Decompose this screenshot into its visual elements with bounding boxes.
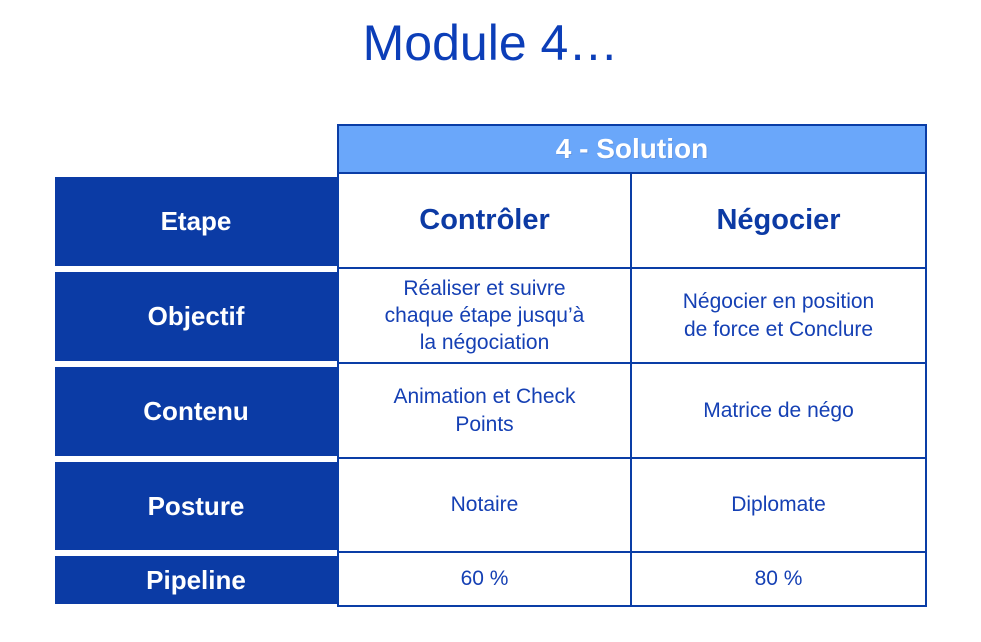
cell-etape-negocier <box>632 174 927 269</box>
row-label-pipeline <box>55 553 337 607</box>
cell-objectif-controler-text: Réaliser et suivre chaque étape jusqu’à la négociation <box>384 276 585 355</box>
cell-contenu-negocier-text: Matrice de négo <box>703 398 854 422</box>
cell-posture-negocier-text: Diplomate <box>731 493 826 517</box>
cell-pipeline-negocier-text: 80 % <box>754 567 803 591</box>
module-4-table <box>55 124 927 607</box>
cell-etape-negocier-text: Négocier <box>716 203 841 236</box>
slide-title: Module 4… <box>362 15 619 71</box>
cell-objectif-negocier-text: Négocier en position de force et Conclure <box>682 290 875 341</box>
table-header-solution: 4 - Solution <box>337 124 927 174</box>
cell-objectif-controler <box>337 269 632 364</box>
row-label-posture <box>55 459 337 553</box>
cell-posture-controler <box>337 459 632 553</box>
row-label-objectif-bar: Objectif <box>55 272 337 361</box>
cell-pipeline-controler-text: 60 % <box>460 567 509 591</box>
cell-etape-controler-text: Contrôler <box>419 203 550 236</box>
row-label-objectif <box>55 269 337 364</box>
row-label-etape <box>55 174 337 269</box>
cell-pipeline-controler <box>337 553 632 607</box>
cell-posture-negocier <box>632 459 927 553</box>
row-label-contenu <box>55 364 337 459</box>
row-label-pipeline-bar: Pipeline <box>55 556 337 604</box>
row-label-contenu-bar: Contenu <box>55 367 337 456</box>
row-label-posture-bar: Posture <box>55 462 337 550</box>
cell-posture-controler-text: Notaire <box>450 493 519 517</box>
row-label-etape-bar: Etape <box>55 177 337 266</box>
table-corner-spacer <box>55 124 337 174</box>
cell-contenu-controler-text: Animation et Check Points <box>393 385 576 436</box>
cell-pipeline-negocier <box>632 553 927 607</box>
cell-etape-controler <box>337 174 632 269</box>
cell-contenu-controler <box>337 364 632 459</box>
cell-contenu-negocier <box>632 364 927 459</box>
cell-objectif-negocier <box>632 269 927 364</box>
